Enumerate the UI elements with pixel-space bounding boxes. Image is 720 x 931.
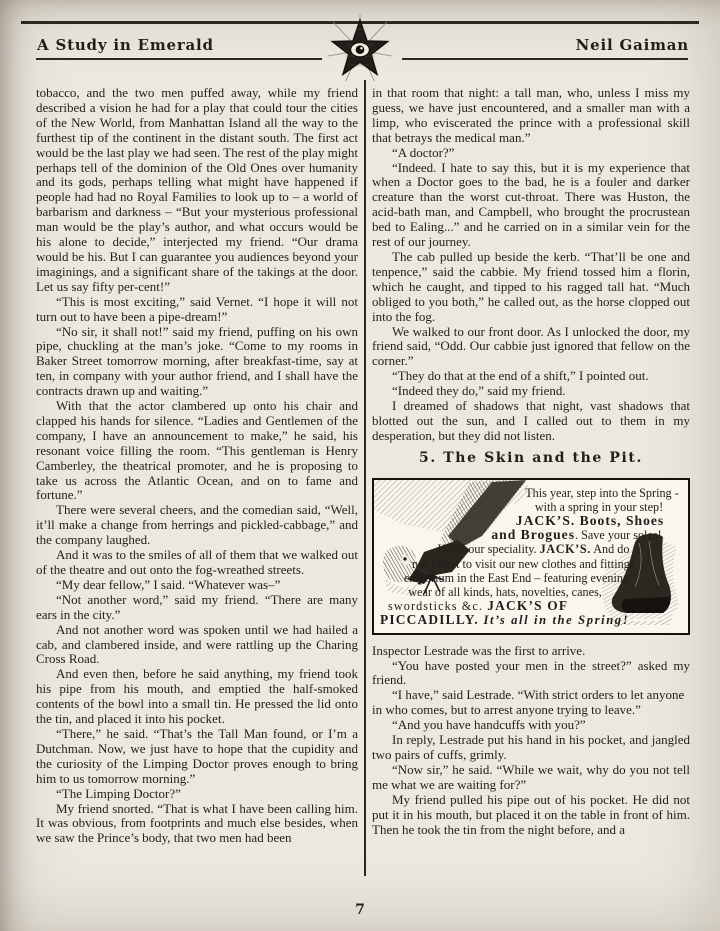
paragraph: “Not another word,” said my friend. “There are many ears in the city.” [36, 591, 358, 622]
paragraph: My friend pulled his pipe out of his pocket. He did not put it in his mouth, but placed it on the table in front of him. Then he took the tin from the night before, and a [372, 791, 690, 837]
ad-line: emporium in the East End – featuring evening [404, 570, 630, 585]
paragraph: And it was to the smiles of all of them that we walked out of the theatre and out onto the fog-wreathed streets. [36, 547, 358, 577]
paragraph: tobacco, and the two men puffed away, while my friend described a vision he had for a play that could tour the cities of the New World, from Manhattan Island all the way to the furthest tip of the continent in the distant south. The first act would be the last play we had seen. The rest of the play might perhaps tell of the dominion of the Old Ones over humanity and its gods, perhaps telling what might have happened if people had had no Royal Families to look up to – a world of barbarism and darkness – “But your mysterious professional man would be the play’s author, and what occurs would be his alone to decide,” interjected my friend. “Our drama would be his. But I can guarantee you audiences beyond your imaginings, and a significant share of the takings at the door. Let us say fifty per-cent!” [36, 85, 358, 294]
paragraph: And not another word was spoken until we had hailed a cab, and clambered inside, and were rattling up the Charing Cross Road. [36, 621, 358, 667]
paragraph: And even then, before he said anything, my friend took his pipe from his mouth, and emptied the half-smoked contents of the bowl into a small tin. He pressed the lid onto the tin, and placed it into his pocket. [36, 666, 358, 727]
paragraph: With that the actor clambered up onto his chair and clapped his hands for silence. “Ladies and Gentlemen of the company, I have an announcement to make,” he said, his resonant voice filling the room. “This gentleman is Henry Camberley, the theatrical promoter, and he is proposing to take us across the Atlantic Ocean, and on to fame and fortune.” [36, 398, 358, 503]
paragraph: “You have posted your men in the street?” asked my friend. [372, 657, 690, 688]
advertisement-box [372, 478, 690, 635]
left-text-column [36, 86, 358, 846]
right-column-top-text [372, 86, 690, 444]
paragraph: “There,” he said. “That’s the Tall Man found, or I’m a Dutchman. Now, we just have to hope that the cupidity and the curiosity of the Limping Doctor proves enough to bring him to us tomorrow morning.” [36, 725, 358, 786]
paragraph: There were several cheers, and the comedian said, “Well, it’ll make a change from herrings and pickled-cabbage,” and the company laughed. [36, 502, 358, 548]
ad-line: PICCADILLY. It’s all in the Spring! [380, 612, 630, 628]
ad-line: with a spring in your step! [534, 499, 664, 514]
paragraph: My friend snorted. “That is what I have been calling him. It was obvious, from footprints and much else besides, when we saw the Prince’s body, that two men had been [36, 800, 358, 846]
paragraph: I dreamed of shadows that night, vast shadows that blotted out the sun, and I called out to them in my desperation, but they did not listen. [372, 398, 690, 443]
header-rule-left [36, 58, 322, 60]
paragraph: “This is most exciting,” said Vernet. “I hope it will not turn out to have been a pipe-dream!” [36, 293, 358, 324]
right-column-bottom-text [372, 644, 690, 838]
header-rule-right [402, 58, 688, 60]
eye-in-star-icon [321, 11, 399, 83]
paragraph: “They do that at the end of a shift,” I pointed out. [392, 368, 649, 384]
paragraph: “Indeed. I hate to say this, but it is my experience that when a Doctor goes to the bad, he is a fouler and darker creature than the worst cut-throat. There was Huston, the acid-bath man, and Campbell, who brought the procrustean bed to Ealing...” and he carried on in a similar vein for the rest of our journey. [372, 159, 690, 250]
author-name: Neil Gaiman [575, 36, 689, 54]
paragraph: “Indeed they do,” said my friend. [392, 383, 566, 399]
paragraph: We walked to our front door. As I unlocked the door, my friend said, “Odd. Our cabbie just ignored that fellow on the corner.” [372, 323, 690, 369]
paragraph: in who comes, but to arrest anyone trying to leave.” [372, 702, 641, 718]
paragraph: in that room that night: a tall man, who, unless I miss my guess, we have just encountered, and a smaller man with a limp, who eviscerated the prince with a professional skill that betrays the medical man.” [372, 85, 690, 145]
paragraph: “A doctor?” [392, 144, 455, 160]
paragraph: The cab pulled up beside the kerb. “That’ll be one and tenpence,” said the cabbie. My friend tossed him a florin, which he caught, and tipped to his ragged tall hat. “Much obliged to you both,” he called out, as the horse clopped out into the fog. [372, 248, 690, 324]
section-heading: 5. The Skin and the Pit. [419, 449, 643, 466]
paragraph: In reply, Lestrade put his hand in his pocket, and jangled two pairs of cuffs, grimly. [372, 732, 690, 762]
page-title: A Study in Emerald [37, 36, 214, 54]
ad-line: Heels our speciality. JACK’S. And do [437, 542, 630, 557]
right-text-column [372, 86, 690, 837]
paragraph: “The Limping Doctor?” [56, 785, 181, 801]
ad-line: not forget to visit our new clothes and fittings [412, 556, 635, 571]
ad-line: wear of all kinds, hats, novelties, canes, [408, 585, 602, 600]
paragraph: “And you have handcuffs with you?” [392, 717, 586, 733]
ad-line: JACK’S. Boots, Shoes [515, 513, 665, 529]
ad-line: This year, step into the Spring - [525, 485, 679, 500]
ad-copy [374, 480, 688, 633]
paragraph: Inspector Lestrade was the first to arrive. [372, 642, 586, 658]
paragraph: “I have,” said Lestrade. “With strict orders to let anyone [392, 687, 685, 703]
ad-line: and Brogues. Save your soles! [491, 527, 662, 543]
paragraph: “No sir, it shall not!” said my friend, puffing on his own pipe, chuckling at the man’s joke. “Come to my rooms in Baker Street tomorrow morning, after breakfast-time, say at ten, in company with your author friend, and I shall have the contracts drawn up and waiting.” [36, 323, 358, 399]
column-divider [364, 80, 366, 876]
ad-line: swordsticks &c. JACK’S OF [388, 598, 569, 614]
paragraph: “Now sir,” he said. “While we wait, why do you not tell me what we are waiting for?” [372, 761, 690, 792]
paragraph: “My dear fellow,” I said. “Whatever was–” [56, 576, 281, 592]
page-number: 7 [355, 902, 365, 918]
